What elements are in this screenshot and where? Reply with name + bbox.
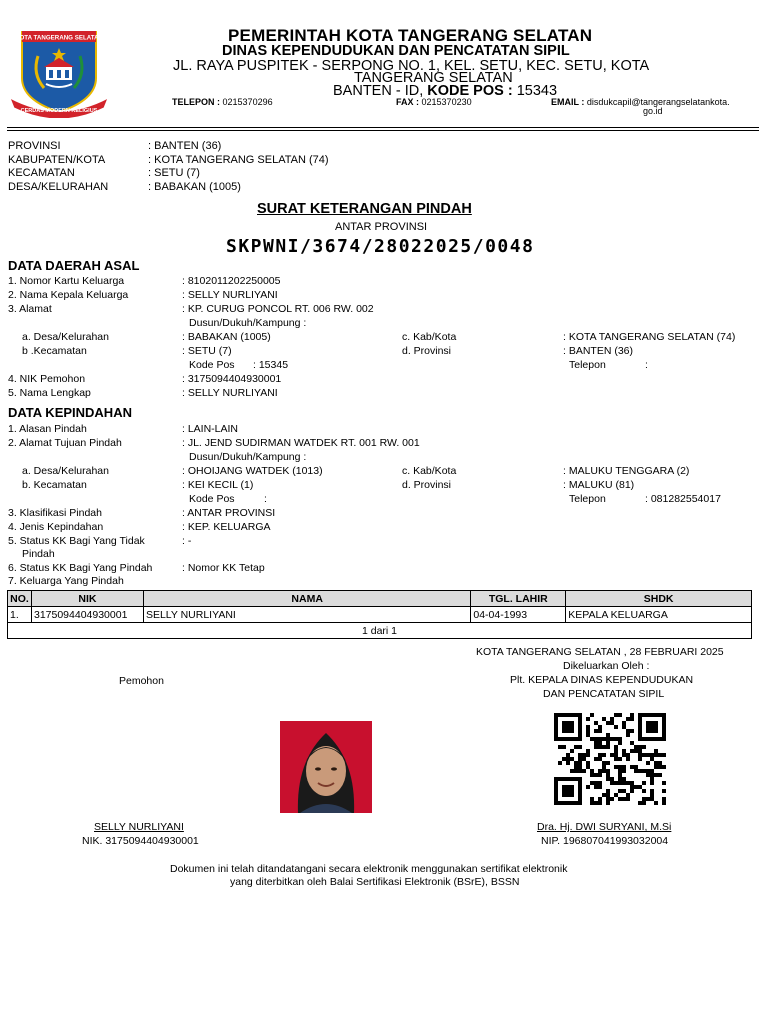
document-subtitle: ANTAR PROVINSI: [335, 221, 428, 233]
asal-nik-label: 4. NIK Pemohon: [8, 373, 86, 385]
pindah-telepon-value: : 081282554017: [645, 493, 721, 505]
region-desa-label: DESA/KELURAHAN: [8, 181, 109, 193]
asal-provinsi-value: : BANTEN (36): [563, 345, 634, 357]
table-cell-shdk: KEPALA KELUARGA: [566, 607, 752, 623]
asal-desa-value: : BABAKAN (1005): [182, 331, 271, 343]
svg-text:CERDAS MODERN RELIGIUS: CERDAS MODERN RELIGIUS: [20, 108, 98, 114]
city-emblem-logo: [8, 26, 110, 118]
pindah-alasan-label: 1. Alasan Pindah: [8, 423, 87, 435]
header-government-name: PEMERINTAH KOTA TANGERANG SELATAN: [228, 26, 593, 45]
asal-kodepos-label: Kode Pos: [189, 359, 235, 371]
asal-no-kk-label: 1. Nomor Kartu Keluarga: [8, 275, 125, 287]
document-number: SKPWNI/3674/28022025/0048: [226, 236, 535, 257]
column-header-shdk: SHDK: [566, 591, 752, 607]
table-row: [8, 607, 752, 623]
pemohon-nik: NIK. 3175094404930001: [82, 835, 199, 847]
asal-alamat-label: 3. Alamat: [8, 303, 52, 315]
header-email: EMAIL : disdukcapil@tangerangselatankota.: [551, 97, 730, 107]
header-telephone: TELEPON : 0215370296: [172, 97, 273, 107]
asal-dusun-label: Dusun/Dukuh/Kampung :: [189, 317, 307, 329]
pemohon-label: Pemohon: [119, 675, 164, 687]
svg-text:KOTA TANGERANG SELATAN: KOTA TANGERANG SELATAN: [15, 34, 103, 42]
asal-alamat-value: : KP. CURUG PONCOL RT. 006 RW. 002: [182, 303, 374, 315]
pindah-kecamatan-label: b. Kecamatan: [22, 479, 87, 491]
header-address-line-1: JL. RAYA PUSPITEK - SERPONG NO. 1, KEL. SETU, KEC. SETU, KOTA: [173, 58, 650, 74]
region-kabkota-label: KABUPATEN/KOTA: [8, 154, 106, 166]
pindah-provinsi-label: d. Provinsi: [402, 479, 452, 491]
pindah-jenis-value: : KEP. KELUARGA: [182, 521, 271, 533]
pindah-klasifikasi-value: : ANTAR PROVINSI: [182, 507, 276, 519]
pindah-status-tidak-label: 5. Status KK Bagi Yang Tidak: [8, 535, 145, 547]
column-header-nama: NAMA: [143, 591, 470, 607]
column-header-nik: NIK: [31, 591, 143, 607]
pindah-kabkota-value: : MALUKU TENGGARA (2): [563, 465, 690, 477]
table-cell-nik: 3175094404930001: [31, 607, 143, 623]
pindah-keluarga-label: 7. Keluarga Yang Pindah: [8, 575, 124, 587]
header-address-line-3: BANTEN - ID, KODE POS : 15343: [333, 83, 558, 99]
place-and-date: KOTA TANGERANG SELATAN , 28 FEBRUARI 2025: [476, 646, 724, 658]
table-cell-nama: SELLY NURLIYANI: [143, 607, 470, 623]
region-provinsi-label: PROVINSI: [8, 140, 61, 152]
header-email-continued: go.id: [643, 106, 663, 116]
pindah-kodepos-value: :: [264, 493, 267, 505]
region-kecamatan-label: KECAMATAN: [8, 167, 75, 179]
pindah-status-pindah-label: 6. Status KK Bagi Yang Pindah: [8, 562, 153, 574]
pindah-jenis-label: 4. Jenis Kepindahan: [8, 521, 104, 533]
asal-kabkota-label: c. Kab/Kota: [402, 331, 457, 343]
pindah-status-tidak-label-cont: Pindah: [22, 548, 55, 560]
applicant-photo: [280, 721, 372, 813]
pindah-telepon-label: Telepon: [569, 493, 606, 505]
header-department-name: DINAS KEPENDUDUKAN DAN PENCATATAN SIPIL: [222, 43, 570, 59]
pindah-alasan-value: : LAIN-LAIN: [182, 423, 239, 435]
pindah-provinsi-value: : MALUKU (81): [563, 479, 635, 491]
column-header-tgl-lahir: TGL. LAHIR: [471, 591, 566, 607]
section-heading-asal: DATA DAERAH ASAL: [8, 258, 140, 273]
pindah-kabkota-label: c. Kab/Kota: [402, 465, 457, 477]
pindah-status-tidak-value: : -: [182, 535, 192, 547]
asal-nama-label: 5. Nama Lengkap: [8, 387, 91, 399]
pindah-klasifikasi-label: 3. Klasifikasi Pindah: [8, 507, 102, 519]
asal-telepon-value: :: [645, 359, 648, 371]
asal-kecamatan-label: b .Kecamatan: [22, 345, 87, 357]
footer-note-line-1: Dokumen ini telah ditandatangani secara elektronik menggunakan sertifikat elektronik: [170, 863, 568, 875]
pindah-alamat-label: 2. Alamat Tujuan Pindah: [8, 437, 122, 449]
asal-nik-value: : 3175094404930001: [182, 373, 282, 385]
region-provinsi-value: : BANTEN (36): [148, 140, 222, 152]
official-name: Dra. Hj. DWI SURYANI, M.Si: [537, 821, 672, 833]
table-pagination: 1 dari 1: [8, 623, 752, 639]
table-cell-tgl-lahir: 04-04-1993: [471, 607, 566, 623]
asal-no-kk-value: : 8102011202250005: [182, 275, 281, 287]
asal-provinsi-label: d. Provinsi: [402, 345, 452, 357]
family-members-table: [7, 590, 752, 639]
pindah-kecamatan-value: : KEI KECIL (1): [182, 479, 254, 491]
document-title: SURAT KETERANGAN PINDAH: [257, 201, 472, 217]
asal-kabkota-value: : KOTA TANGERANG SELATAN (74): [563, 331, 736, 343]
pindah-status-pindah-value: : Nomor KK Tetap: [182, 562, 265, 574]
region-desa-value: : BABAKAN (1005): [148, 181, 241, 193]
issued-by-label: Dikeluarkan Oleh :: [563, 660, 650, 672]
asal-kepala-value: : SELLY NURLIYANI: [182, 289, 278, 301]
region-kabkota-value: : KOTA TANGERANG SELATAN (74): [148, 154, 329, 166]
table-header-row: [8, 591, 752, 607]
asal-telepon-label: Telepon: [569, 359, 606, 371]
table-cell-no: 1.: [8, 607, 32, 623]
asal-desa-label: a. Desa/Kelurahan: [22, 331, 109, 343]
pindah-desa-value: : OHOIJANG WATDEK (1013): [182, 465, 323, 477]
header-divider-thin: [7, 130, 759, 131]
asal-kodepos-value: : 15345: [253, 359, 289, 371]
official-title-line-1: Plt. KEPALA DINAS KEPENDUDUKAN: [510, 674, 694, 686]
table-pagination-row: [8, 623, 752, 639]
column-header-no: NO.: [8, 591, 32, 607]
header-fax: FAX : 0215370230: [396, 97, 472, 107]
region-kecamatan-value: : SETU (7): [148, 167, 200, 179]
header-address-line-2: TANGERANG SELATAN: [354, 70, 513, 86]
pindah-kodepos-label: Kode Pos: [189, 493, 235, 505]
pindah-dusun-label: Dusun/Dukuh/Kampung :: [189, 451, 307, 463]
official-nip: NIP. 196807041993032004: [541, 835, 669, 847]
asal-kepala-label: 2. Nama Kepala Keluarga: [8, 289, 129, 301]
header-divider: [7, 127, 759, 128]
official-title-line-2: DAN PENCATATAN SIPIL: [543, 688, 665, 700]
asal-nama-value: : SELLY NURLIYANI: [182, 387, 278, 399]
asal-kecamatan-value: : SETU (7): [182, 345, 232, 357]
footer-note-line-2: yang diterbitkan oleh Balai Sertifikasi Elektronik (BSrE), BSSN: [230, 876, 520, 888]
pindah-desa-label: a. Desa/Kelurahan: [22, 465, 109, 477]
section-heading-kepindahan: DATA KEPINDAHAN: [8, 405, 132, 420]
qr-code: [554, 713, 666, 805]
pemohon-name: SELLY NURLIYANI: [94, 821, 184, 833]
pindah-alamat-value: : JL. JEND SUDIRMAN WATDEK RT. 001 RW. 001: [182, 437, 420, 449]
